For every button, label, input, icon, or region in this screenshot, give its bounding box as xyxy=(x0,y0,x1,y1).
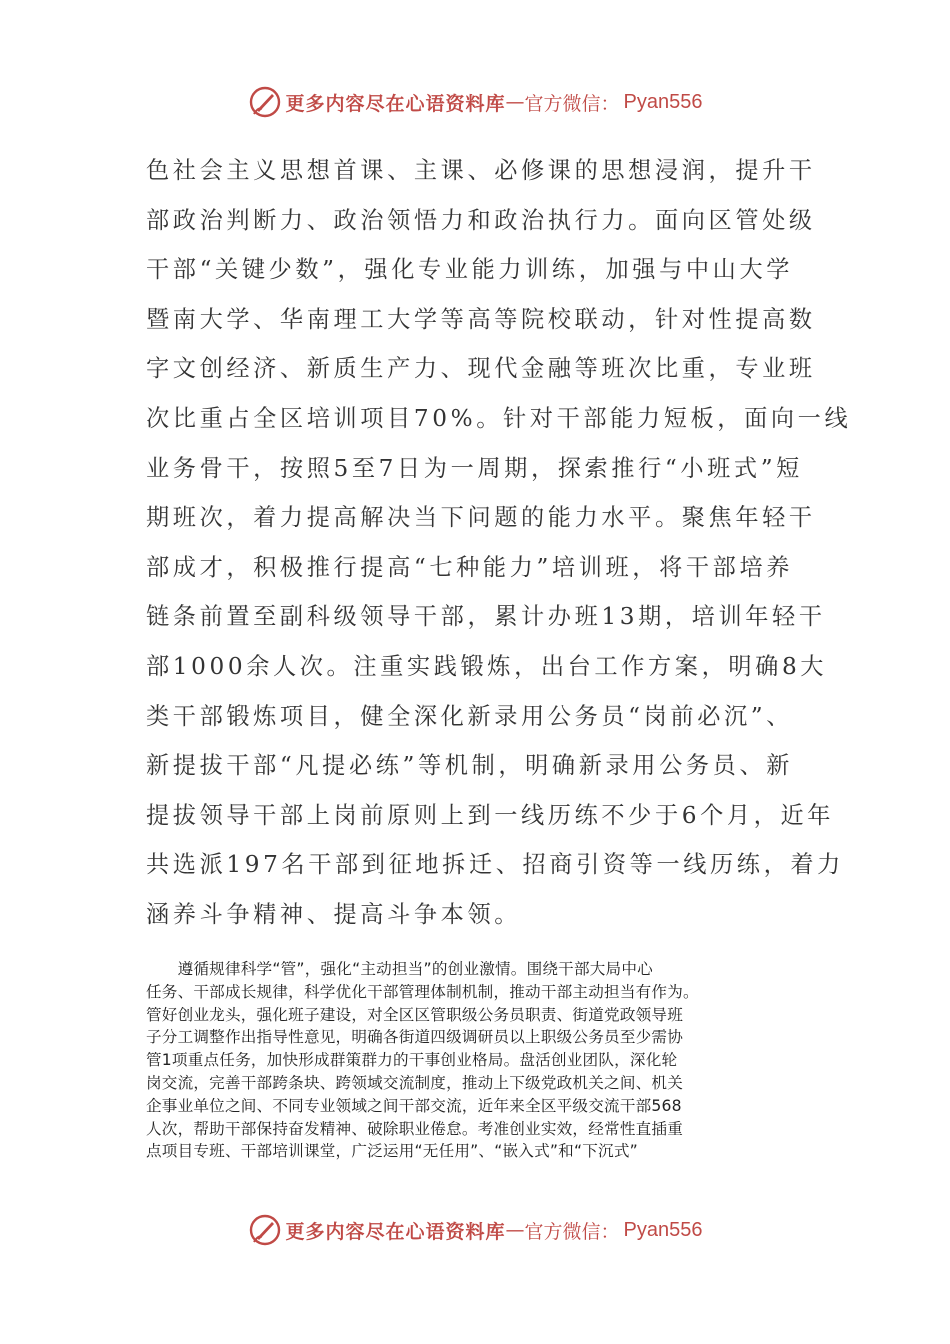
body-line: 干部“关键少数”，强化专业能力训练，加强与中山大学 xyxy=(146,256,794,284)
watermark-text: 更多内容尽在心语资料库 xyxy=(285,1220,506,1243)
document-body xyxy=(146,146,852,940)
body-line: 共选派197名干部到征地拆迁、招商引资等一线历练，着力 xyxy=(146,851,844,879)
body-line: 涵养斗争精神、提高斗争本领。 xyxy=(146,900,522,928)
body-line: 色社会主义思想首课、主课、必修课的思想浸润，提升干 xyxy=(146,157,816,184)
watermark-id: Pyan556 xyxy=(623,1218,703,1241)
small-line: 遵循规律科学“管”，强化“主动担当”的创业激情。围绕干部大局中心 xyxy=(146,960,653,978)
footer-watermark xyxy=(0,1212,950,1248)
small-line: 任务、干部成长规律，科学优化干部管理体制机制，推动干部主动担当有作为。 xyxy=(146,982,699,1001)
small-paragraph xyxy=(146,958,810,1163)
small-line: 管1项重点任务，加快形成群策群力的干事创业格局。盘活创业团队，深化轮 xyxy=(146,1051,678,1070)
watermark-label: 官方微信： xyxy=(524,1220,620,1243)
watermark-separator: — xyxy=(505,91,525,113)
small-line: 岗交流，完善干部跨条块、跨领域交流制度，推动上下级党政机关之间、机关 xyxy=(146,1073,683,1092)
quill-logo-icon xyxy=(248,1213,282,1247)
body-line: 期班次，着力提高解决当下问题的能力水平。聚焦年轻干 xyxy=(146,504,816,532)
small-line: 管好创业龙头，强化班子建设，对全区区管职级公务员职责、街道党政领导班 xyxy=(146,1005,683,1024)
body-line: 次比重占全区培训项目70%。针对干部能力短板，面向一线 xyxy=(146,404,852,432)
body-line: 部1000余人次。注重实践锻炼，出台工作方案，明确8大 xyxy=(146,652,828,680)
watermark-label: 官方微信： xyxy=(524,92,620,115)
small-line: 子分工调整作出指导性意见，明确各街道四级调研员以上职级公务员至少需协 xyxy=(146,1028,683,1047)
body-line: 类干部锻炼项目，健全深化新录用公务员“岗前必沉”、 xyxy=(146,702,794,730)
small-line: 点项目专班、干部培训课堂，广泛运用“无任用”、“嵌入式”和“下沉式” xyxy=(146,1142,638,1161)
body-line: 提拔领导干部上岗前原则上到一线历练不少于6个月，近年 xyxy=(146,801,835,829)
header-watermark xyxy=(0,84,950,120)
body-line: 暨南大学、华南理工大学等高等院校联动，针对性提高数 xyxy=(146,305,816,333)
quill-logo-icon xyxy=(248,85,282,119)
body-line: 业务骨干，按照5至7日为一周期，探索推行“小班式”短 xyxy=(146,454,803,482)
body-line: 部政治判断力、政治领悟力和政治执行力。面向区管处级 xyxy=(146,206,816,234)
body-line: 字文创经济、新质生产力、现代金融等班次比重，专业班 xyxy=(146,355,816,383)
body-line: 部成才，积极推行提高“七种能力”培训班，将干部培养 xyxy=(146,553,794,581)
small-line: 人次，帮助干部保持奋发精神、破除职业倦怠。考准创业实效，经常性直插重 xyxy=(146,1119,683,1138)
small-line: 企事业单位之间、不同专业领域之间干部交流，近年来全区平级交流干部568 xyxy=(146,1096,682,1115)
watermark-separator: — xyxy=(505,1219,525,1241)
body-line: 新提拔干部“凡提必练”等机制，明确新录用公务员、新 xyxy=(146,752,794,780)
watermark-text: 更多内容尽在心语资料库 xyxy=(285,92,506,115)
body-line: 链条前置至副科级领导干部，累计办班13期，培训年轻干 xyxy=(146,603,826,631)
watermark-id: Pyan556 xyxy=(623,90,703,113)
